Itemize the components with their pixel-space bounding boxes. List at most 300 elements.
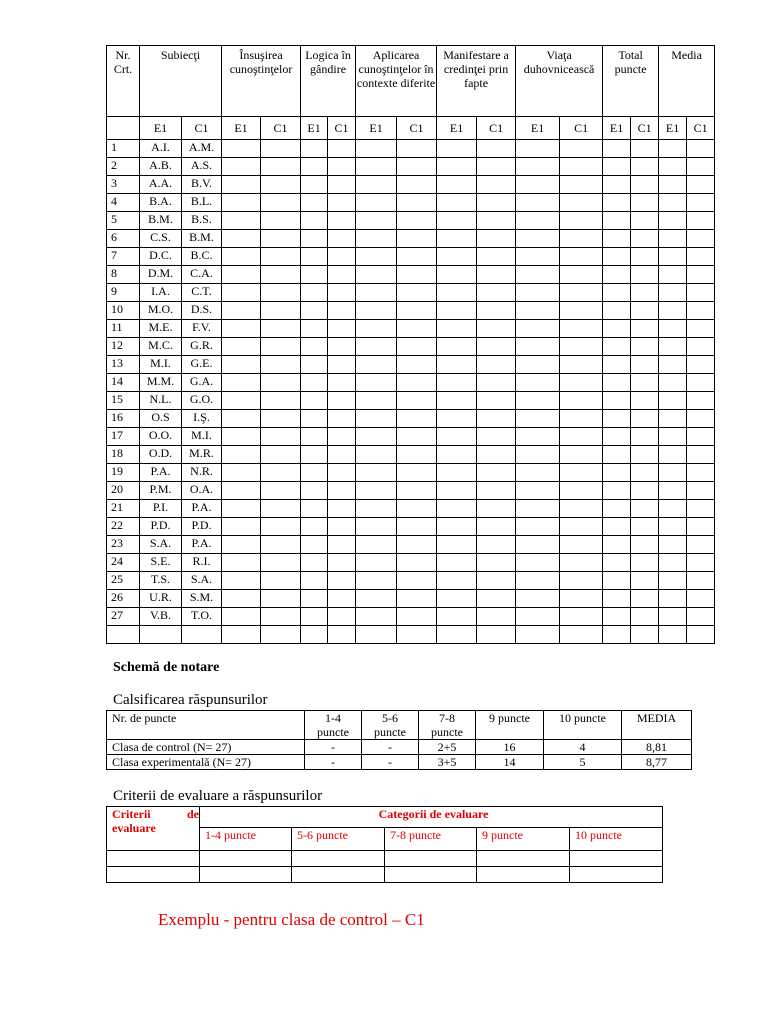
score-cell [222, 302, 261, 320]
score-cell [631, 194, 659, 212]
score-cell [687, 356, 715, 374]
table-row [107, 464, 715, 482]
score-cell [631, 536, 659, 554]
score-cell [659, 302, 687, 320]
score-cell [687, 266, 715, 284]
empty-cell [385, 851, 477, 867]
score-cell [603, 230, 631, 248]
table-row [107, 446, 715, 464]
table-row [107, 392, 715, 410]
score-cell [261, 266, 301, 284]
table-row [107, 302, 715, 320]
score-cell [397, 428, 437, 446]
table-row [107, 500, 715, 518]
score-cell [477, 482, 516, 500]
subject-e1: O.D. [140, 446, 182, 464]
header-total: Total puncte [603, 46, 659, 117]
score-cell [301, 572, 328, 590]
header-logica: Logica în gândire [301, 46, 356, 117]
score-cell [659, 266, 687, 284]
row-number: 4 [107, 194, 140, 212]
score-cell [516, 230, 560, 248]
subject-c1: M.I. [182, 428, 222, 446]
score-cell [222, 230, 261, 248]
score-cell [261, 410, 301, 428]
empty-cell [477, 867, 570, 883]
score-cell [687, 608, 715, 626]
score-title: Calsificarea răspunsurilor [113, 692, 268, 708]
score-cell [631, 464, 659, 482]
row-number: 6 [107, 230, 140, 248]
score-cell [631, 248, 659, 266]
score-cell [261, 482, 301, 500]
score-cell [261, 374, 301, 392]
empty-cell [356, 626, 397, 644]
score-cell [328, 482, 356, 500]
score-cell [328, 392, 356, 410]
subject-c1: G.E. [182, 356, 222, 374]
subject-c1: A.S. [182, 158, 222, 176]
score-cell [328, 302, 356, 320]
score-cell [397, 482, 437, 500]
score-cell [222, 212, 261, 230]
score-cell [261, 302, 301, 320]
score-cell [603, 158, 631, 176]
score-cell [631, 356, 659, 374]
score-cell [301, 428, 328, 446]
row-number: 17 [107, 428, 140, 446]
score-cell [328, 518, 356, 536]
score-cell [397, 392, 437, 410]
subheader-row [107, 117, 715, 140]
score-cell [659, 518, 687, 536]
score-cell [560, 572, 603, 590]
category-cell: 7-8 puncte [385, 828, 477, 851]
row-number: 12 [107, 338, 140, 356]
score-cell [477, 212, 516, 230]
score-cell [301, 374, 328, 392]
score-cell [631, 338, 659, 356]
score-cell [659, 410, 687, 428]
score-cell [631, 518, 659, 536]
score-cell [560, 320, 603, 338]
score-cell [437, 302, 477, 320]
score-cell [659, 554, 687, 572]
header-subiecti: Subiecţi [140, 46, 222, 117]
score-cell [328, 500, 356, 518]
row-number: 7 [107, 248, 140, 266]
table-row [107, 266, 715, 284]
score-cell [356, 356, 397, 374]
subheader-c1: C1 [397, 117, 437, 140]
score-cell [437, 518, 477, 536]
score-table [106, 710, 692, 770]
score-cell [687, 464, 715, 482]
row-number: 23 [107, 536, 140, 554]
score-cell [477, 518, 516, 536]
score-cell [261, 140, 301, 158]
score-cell [560, 608, 603, 626]
score-cell [560, 302, 603, 320]
score-cell [516, 248, 560, 266]
subject-c1: O.A. [182, 482, 222, 500]
category-cell: 10 puncte [570, 828, 663, 851]
score-cell [328, 320, 356, 338]
score-cell [659, 482, 687, 500]
score-cell [437, 176, 477, 194]
subheader-c1: C1 [687, 117, 715, 140]
subheader-c1: C1 [631, 117, 659, 140]
score-cell [603, 374, 631, 392]
score-cell [603, 212, 631, 230]
score-cell [603, 302, 631, 320]
score-cell [659, 176, 687, 194]
subject-c1: P.D. [182, 518, 222, 536]
subject-c1: G.O. [182, 392, 222, 410]
score-cell [261, 194, 301, 212]
score-cell [437, 572, 477, 590]
score-row [107, 755, 692, 770]
empty-cell [385, 867, 477, 883]
score-cell [437, 140, 477, 158]
score-cell [301, 590, 328, 608]
score-cell [659, 536, 687, 554]
row-number: 24 [107, 554, 140, 572]
score-cell [631, 500, 659, 518]
score-cell [659, 140, 687, 158]
score-cell [516, 176, 560, 194]
score-cell [516, 158, 560, 176]
score-cell [397, 284, 437, 302]
empty-cell [516, 626, 560, 644]
score-cell [397, 500, 437, 518]
empty-cell [107, 626, 140, 644]
empty-cell [222, 626, 261, 644]
score-cell [261, 464, 301, 482]
score-cell [560, 158, 603, 176]
score-cell [477, 572, 516, 590]
subject-e1: O.S [140, 410, 182, 428]
score-cell [603, 464, 631, 482]
score-cell [397, 356, 437, 374]
score-cell [301, 482, 328, 500]
score-value: - [305, 755, 362, 770]
score-cell [222, 590, 261, 608]
score-cell [261, 428, 301, 446]
score-cell [560, 194, 603, 212]
score-cell [328, 446, 356, 464]
score-cell [477, 194, 516, 212]
score-cell [301, 356, 328, 374]
score-cell [659, 428, 687, 446]
score-cell [356, 518, 397, 536]
row-number: 21 [107, 500, 140, 518]
score-cell [631, 374, 659, 392]
row-number: 25 [107, 572, 140, 590]
score-cell [437, 446, 477, 464]
score-cell [437, 266, 477, 284]
row-number: 10 [107, 302, 140, 320]
score-cell [301, 158, 328, 176]
score-cell [397, 320, 437, 338]
table-row [107, 428, 715, 446]
score-cell [687, 392, 715, 410]
score-cell [516, 140, 560, 158]
table-row [107, 536, 715, 554]
score-cell [261, 284, 301, 302]
score-cell [261, 230, 301, 248]
score-cell [437, 500, 477, 518]
header-insusirea: Însuşirea cunoştinţelor [222, 46, 301, 117]
empty-cell [477, 851, 570, 867]
score-cell [397, 212, 437, 230]
score-cell [261, 248, 301, 266]
score-cell [328, 464, 356, 482]
score-cell [516, 500, 560, 518]
score-cell [261, 500, 301, 518]
score-cell [328, 266, 356, 284]
empty-cell [200, 867, 292, 883]
score-cell [560, 266, 603, 284]
score-cell [356, 410, 397, 428]
score-cell [516, 572, 560, 590]
score-cell [397, 374, 437, 392]
score-cell [397, 248, 437, 266]
score-cell [631, 284, 659, 302]
table-row [107, 374, 715, 392]
score-cell [397, 572, 437, 590]
score-cell [603, 446, 631, 464]
score-cell [397, 446, 437, 464]
score-cell [631, 266, 659, 284]
score-cell [516, 302, 560, 320]
score-cell [560, 248, 603, 266]
score-cell [603, 482, 631, 500]
table-row [107, 320, 715, 338]
score-cell [659, 248, 687, 266]
subject-c1: B.M. [182, 230, 222, 248]
score-header-cell: Nr. de puncte [107, 711, 305, 740]
score-cell [261, 320, 301, 338]
score-cell [516, 536, 560, 554]
score-cell [222, 374, 261, 392]
subject-c1: P.A. [182, 500, 222, 518]
score-cell [560, 212, 603, 230]
score-value: - [305, 740, 362, 755]
score-cell [437, 194, 477, 212]
score-cell [222, 284, 261, 302]
subheader-nr-empty [107, 117, 140, 140]
score-cell [397, 158, 437, 176]
score-cell [222, 266, 261, 284]
score-cell [516, 428, 560, 446]
score-cell [301, 284, 328, 302]
score-cell [328, 194, 356, 212]
score-cell [328, 428, 356, 446]
score-cell [631, 572, 659, 590]
score-cell [603, 554, 631, 572]
empty-cell [570, 851, 663, 867]
score-cell [659, 464, 687, 482]
score-header-cell: 7-8 puncte [419, 711, 476, 740]
score-cell [261, 176, 301, 194]
row-number: 9 [107, 284, 140, 302]
score-cell [560, 392, 603, 410]
score-cell [477, 428, 516, 446]
subject-c1: M.R. [182, 446, 222, 464]
score-cell [222, 194, 261, 212]
score-cell [397, 266, 437, 284]
score-cell [301, 230, 328, 248]
score-cell [301, 194, 328, 212]
subject-c1: B.C. [182, 248, 222, 266]
score-cell [603, 320, 631, 338]
score-cell [477, 356, 516, 374]
subject-c1: C.T. [182, 284, 222, 302]
score-cell [687, 176, 715, 194]
score-cell [687, 194, 715, 212]
score-header-cell: 10 puncte [544, 711, 622, 740]
score-cell [356, 266, 397, 284]
table-row [107, 140, 715, 158]
table-row-empty [107, 626, 715, 644]
score-cell [222, 140, 261, 158]
score-cell [659, 212, 687, 230]
score-cell [328, 554, 356, 572]
subject-c1: S.M. [182, 590, 222, 608]
score-cell [261, 446, 301, 464]
score-cell [477, 284, 516, 302]
empty-cell [603, 626, 631, 644]
score-cell [516, 374, 560, 392]
score-header-cell: 5-6 puncte [362, 711, 419, 740]
score-cell [516, 266, 560, 284]
score-cell [222, 158, 261, 176]
score-cell [437, 590, 477, 608]
score-cell [631, 302, 659, 320]
row-number: 19 [107, 464, 140, 482]
row-number: 11 [107, 320, 140, 338]
score-cell [516, 554, 560, 572]
subject-e1: S.A. [140, 536, 182, 554]
score-cell [687, 158, 715, 176]
score-cell [477, 446, 516, 464]
empty-cell [107, 851, 200, 867]
score-cell [603, 266, 631, 284]
score-cell [301, 446, 328, 464]
score-cell [631, 392, 659, 410]
score-cell [356, 158, 397, 176]
empty-cell [687, 626, 715, 644]
score-cell [477, 464, 516, 482]
criteria-table [106, 806, 663, 883]
score-cell [261, 356, 301, 374]
score-cell [687, 248, 715, 266]
table-row [107, 608, 715, 626]
subject-e1: M.E. [140, 320, 182, 338]
score-cell [222, 410, 261, 428]
score-cell [356, 392, 397, 410]
score-cell [356, 554, 397, 572]
subject-c1: N.R. [182, 464, 222, 482]
score-cell [560, 446, 603, 464]
score-value: - [362, 740, 419, 755]
score-cell [516, 338, 560, 356]
score-cell [631, 230, 659, 248]
score-cell [301, 410, 328, 428]
score-cell [222, 500, 261, 518]
score-cell [328, 212, 356, 230]
score-cell [437, 482, 477, 500]
score-cell [560, 554, 603, 572]
score-cell [397, 608, 437, 626]
table-row [107, 554, 715, 572]
score-cell [356, 428, 397, 446]
score-cell [222, 518, 261, 536]
row-number: 5 [107, 212, 140, 230]
score-cell [222, 320, 261, 338]
subject-e1: A.I. [140, 140, 182, 158]
score-cell [328, 356, 356, 374]
row-number: 18 [107, 446, 140, 464]
score-cell [659, 446, 687, 464]
score-value: 14 [476, 755, 544, 770]
score-cell [516, 212, 560, 230]
score-cell [437, 212, 477, 230]
score-cell [603, 518, 631, 536]
score-cell [222, 572, 261, 590]
score-cell [477, 374, 516, 392]
score-cell [222, 446, 261, 464]
score-cell [631, 320, 659, 338]
score-cell [516, 284, 560, 302]
score-cell [603, 248, 631, 266]
header-nr: Nr. Crt. [107, 46, 140, 117]
score-cell [687, 212, 715, 230]
row-number: 1 [107, 140, 140, 158]
scheme-title: Schemă de notare [113, 660, 220, 675]
score-cell [631, 140, 659, 158]
score-cell [516, 446, 560, 464]
score-cell [437, 392, 477, 410]
score-cell [356, 302, 397, 320]
score-cell [687, 590, 715, 608]
subject-c1: G.A. [182, 374, 222, 392]
score-cell [437, 248, 477, 266]
score-cell [301, 536, 328, 554]
subheader-c1: C1 [328, 117, 356, 140]
score-cell [437, 320, 477, 338]
score-cell [687, 338, 715, 356]
score-cell [222, 338, 261, 356]
score-cell [631, 410, 659, 428]
subject-e1: M.O. [140, 302, 182, 320]
criteria-header [107, 807, 200, 851]
score-cell [437, 374, 477, 392]
score-cell [603, 410, 631, 428]
score-cell [301, 302, 328, 320]
score-value: 5 [544, 755, 622, 770]
empty-cell [107, 867, 200, 883]
empty-cell [397, 626, 437, 644]
subject-c1: D.S. [182, 302, 222, 320]
row-number: 27 [107, 608, 140, 626]
score-cell [261, 590, 301, 608]
score-cell [356, 194, 397, 212]
score-cell [261, 554, 301, 572]
table-row [107, 176, 715, 194]
subheader-c1: C1 [560, 117, 603, 140]
